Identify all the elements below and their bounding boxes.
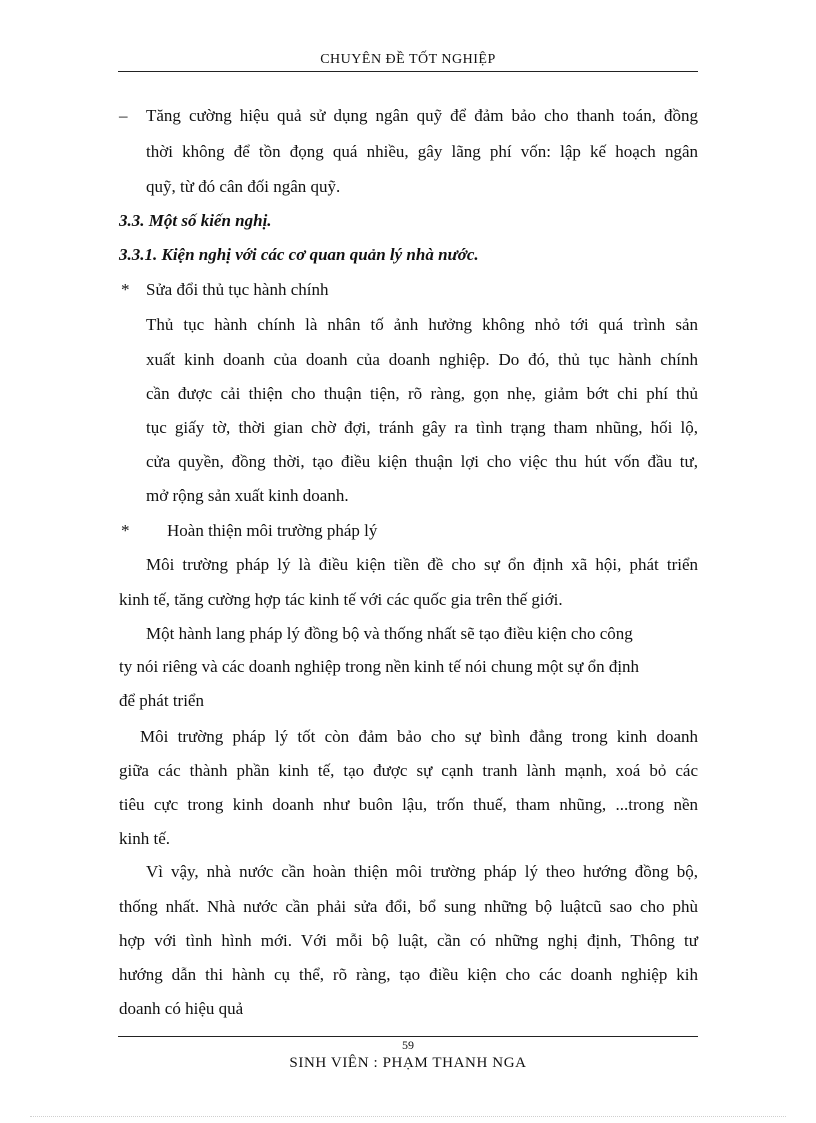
bullet-title: Sửa đổi thủ tục hành chính — [146, 280, 329, 299]
footer-student: SINH VIÊN : PHẠM THANH NGA — [289, 1055, 527, 1071]
paragraph-line: Môi trường pháp lý tốt còn đảm bảo cho sự bình đẳng trong kinh doanh — [140, 727, 698, 746]
bullet-body-line: tục giấy tờ, thời gian chờ đợi, tránh gây ra tình trạng tham nhũng, hối lộ, — [146, 418, 698, 437]
bullet-body-line: cửa quyền, đồng thời, tạo điều kiện thuận lợi cho việc thu hút vốn đầu tư, — [146, 452, 698, 471]
paragraph-line: Vì vậy, nhà nước cần hoàn thiện môi trường pháp lý theo hướng đồng bộ, — [146, 862, 698, 881]
dash-marker: – — [119, 106, 128, 125]
paragraph-line: doanh có hiệu quả — [119, 999, 244, 1018]
page-number: 59 — [402, 1038, 414, 1052]
paragraph-line: Môi trường pháp lý là điều kiện tiền đề cho sự ổn định xã hội, phát triển — [146, 555, 698, 574]
paragraph-line: hướng dẫn thi hành cụ thể, rõ ràng, tạo điều kiện cho các doanh nghiệp kih — [119, 965, 698, 984]
paragraph-line: giữa các thành phần kinh tế, tạo được sự cạnh tranh lành mạnh, xoá bỏ các — [119, 761, 698, 780]
bullet-body-line: mở rộng sản xuất kinh doanh. — [146, 486, 349, 505]
paragraph-line: để phát triển — [119, 691, 204, 710]
dash-item-line: thời không để tồn đọng quá nhiều, gây lãng phí vốn: lập kế hoạch ngân — [146, 142, 698, 161]
bullet-marker: * — [121, 280, 130, 299]
paragraph-line: thống nhất. Nhà nước cần phải sửa đổi, bổ sung những bộ luậtcũ sao cho phù — [119, 897, 698, 916]
bullet-title: Hoàn thiện môi trường pháp lý — [167, 521, 378, 540]
paragraph-line: kinh tế, tăng cường hợp tác kinh tế với các quốc gia trên thế giới. — [119, 590, 563, 609]
paragraph-line: kinh tế. — [119, 829, 170, 848]
paragraph-line: hợp với tình hình mới. Với mỗi bộ luật, cần có những nghị định, Thông tư — [119, 931, 698, 950]
header-rule — [118, 71, 698, 72]
footer-rule — [118, 1036, 698, 1037]
bullet-body-line: cần được cải thiện cho thuận tiện, rõ ràng, gọn nhẹ, giảm bớt chi phí thủ — [146, 384, 698, 403]
running-header: CHUYÊN ĐỀ TỐT NGHIỆP — [320, 52, 496, 67]
bullet-body-line: xuất kinh doanh của doanh của doanh nghiệp. Do đó, thủ tục hành chính — [146, 350, 698, 369]
bullet-body-line: Thủ tục hành chính là nhân tố ảnh hưởng không nhỏ tới quá trình sản — [146, 315, 698, 334]
paragraph-line: tiêu cực trong kinh doanh như buôn lậu, trốn thuế, tham nhũng, ...trong nền — [119, 795, 698, 814]
page-edge-divider — [30, 1116, 786, 1117]
dash-item-line: quỹ, từ đó cân đối ngân quỹ. — [146, 177, 341, 196]
subsection-heading: 3.3.1. Kiện nghị với các cơ quan quản lý nhà nước. — [119, 245, 479, 264]
dash-item-line: Tăng cường hiệu quả sử dụng ngân quỹ để đảm bảo cho thanh toán, đồng — [146, 106, 698, 125]
section-heading: 3.3. Một số kiến nghị. — [119, 211, 272, 230]
bullet-marker: * — [121, 521, 130, 540]
paragraph-line: ty nói riêng và các doanh nghiệp trong nền kinh tế nói chung một sự ổn định — [119, 657, 640, 676]
paragraph-line: Một hành lang pháp lý đồng bộ và thống nhất sẽ tạo điều kiện cho công — [146, 624, 633, 643]
